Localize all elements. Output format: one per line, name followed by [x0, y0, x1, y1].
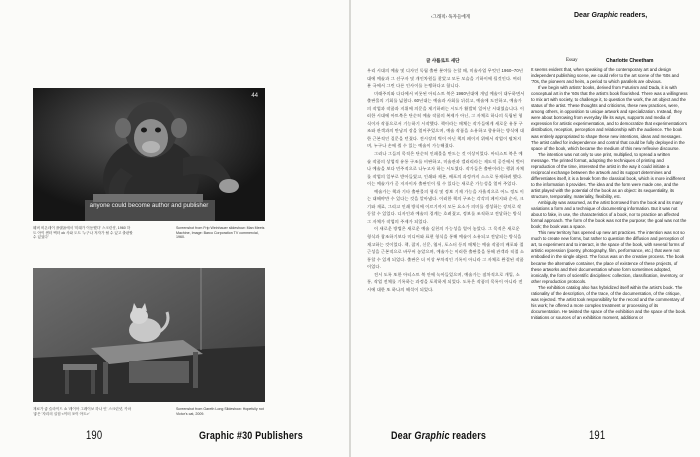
page-number-right: 191	[589, 430, 606, 442]
folio-title-left: Graphic #30 Publishers	[199, 430, 303, 442]
korean-paragraph: 예술가는 책과 기타 출판물의 형식 및 정보 기제 가능을 자율적으로 어느 정도 이는 대해야만 수 있다는 것을 알아냈다. 이러한 책의 구조는 각각의 페이지와 순서, 크기와 재료, 그리고 인쇄 방식에 이르기까지 모든 요소가 의미를 생성하는 장치로 작동할 수 있었다. 디자인과 예술의 경계는 흐려졌고, 정보를 조직하고 전달하는 방식 그 자체가 작업의 주제가 되었다.	[367, 188, 525, 224]
korean-paragraph: 미래주의와 다다에서 비롯된 아티스트 북은 1960년대에 개념 예술이 대두하면서 출판물의 기회를 넓혔다. 60년대는 예술과 사회를 뒤섞고, 예술에 도전하고, 예술가의 작업과 작품과 지위에 의문을 제기하려는 시도가 활발히 일어난 시대였습니다. 이러한 시대에 아트북은 단순히 예술 작품의 복제가 아닌, 그 자체로 하나의 독립된 형식이자 작품으로서 기능하기 시작했다. 책이라는 매체는 작가들에게 새로운 유통 구조와 관객과의 만남의 장을 열어주었으며, 예술 작품을 소유하고 향유하는 방식에 대한 근본적인 질문을 던졌다. 전시장의 벽이 아닌 책의 페이지 위에서 작업이 펼쳐지며, 누구나 손에 쥘 수 있는 예술이 가능해졌다.	[367, 90, 525, 149]
english-paragraph: The intention was not only to use print, multiplied, to spread a written message. The printed format, adopting the techniques of printing and reproduction of the time, interested the artist in the way it could initiate a reciprocal exchange between the artwork and its support determines and differentiates itself, it is a break from the classical book, which is more indifferent to the information it provides. The idea and the form were made one, and the artist played with the potential of the book as an object: its sequentiality, its structure, temporality, materiality, flexibility, etc.	[531, 151, 686, 199]
running-head-korean: ‹그래픽› 독자들에게	[431, 14, 471, 19]
caption-english-1: Screenshot from Frip Weinhauer slideshow: Man Meets Machine, Image: Barco Corporation TV commercial, 1960.	[176, 226, 265, 240]
byline-essay-label: Essay	[566, 58, 578, 63]
korean-paragraph: 이 새로운 방법은 새로운 예술 실천의 가능성을 열어 놓았다. 그 목적은 새로운 형식과 참조하기보다 미디어와 표현 형식을 통해 예술이 소유되고 전달되는 방식을 재고하는 것이었다. 책, 잡지, 신문, 엽서, 포스터 등의 매체는 예술 작품의 배포와 접근성을 근본적으로 바꾸어 놓았으며, 예술가는 이러한 출판물을 통해 관객과 직접 소통할 수 있게 되었다. 출판은 더 이상 부차적인 기록이 아니라 그 자체로 완결된 작품이었다.	[367, 226, 525, 270]
photo-cat-desk	[33, 268, 265, 402]
folio-title-italic: Graphic	[414, 430, 450, 442]
page-number-overlay: 44	[251, 93, 258, 99]
byline-author: Charlotte Cheetham	[606, 58, 654, 64]
english-text-column	[531, 67, 689, 423]
caption-korean-2: 재료가 좋 슬라이드 쇼 '레이아 그레이보 하나 인' 스크린샷, 카마 '좋은 '자리의 실험 <이터 포이 아트>'	[33, 407, 132, 416]
folio-title-suffix: readers	[449, 430, 487, 442]
page-number-left: 190	[86, 430, 103, 442]
english-paragraph: This new territory has opened up new art practices. The intention was not so much to create new forms, but rather to question the diffusion and perception of art, to experiment and to interact, in the space of the book, with several forms of artistic expression (poetry, photography, film, performance, etc.) that were not embodied in the single object. The focus was on the creative process. The book became the alternative container, the place of existence of these projects, of these artworks and their documentation whose form sometimes adopted, ironically, the form of scientific disciplines: collection, classification, inventory, or other reproduction protocols.	[531, 230, 685, 284]
caption-english-2: Screenshot from Gareth Long Slideshow: Hopefully not Victor's cat, 2009.	[176, 407, 264, 416]
running-head-english	[574, 12, 647, 19]
english-paragraph: Ambiguity was assumed, as the artist borrowed from the book and its many variations a form and a technique of documenting information. But it was not about to fake, in use, the characteristics of a book, nor to practice an affected formal approach. The form of the book was not the purpose; the goal was not the book; the book was a space.	[531, 200, 687, 230]
running-head-suffix: readers,	[617, 12, 648, 19]
running-head-prefix: Dear	[574, 12, 592, 19]
korean-paragraph: 그러나 그들의 목적은 단순히 인쇄물을 만드는 것 이상이었다. 아티스트 북은 예술 작품의 상업적 유통 구조를 비판하고, 미술관과 갤러리라는 제도적 공간에서 벗어나 예술을 보다 민주적으로 나누고자 하는 시도였다. 작가들은 출판이라는 행위 자체를 작업의 일부로 받아들였고, 인쇄와 제본, 배포의 과정까지 스스로 통제하려 했다. 이는 예술가가 곧 저자이자 출판인이 될 수 있다는 새로운 가능성을 열어 주었다.	[367, 151, 525, 187]
english-paragraph: It seems evident that, when speaking of the contemporary art and design independent publishing scene, we could refer to the art scene of the '60s and '70s, the pioneers and heirs, a period to which parallels are obvious.	[531, 67, 679, 85]
caption-korean-1: 웨버 비온데이 플랫폼에서 '미래가 이동했다' 스크린샷, 1960 하트 아이 센터 벡터 ok 사와 도트 '누구나 저자가 될 수 있고 출판할 수 있었다'	[33, 226, 133, 240]
korean-text-column	[367, 67, 525, 423]
korean-paragraph: 우리 시대의 예술 및 디자인 독립 출판 분야를 논할 때, 미술사업 무엇인 1960–70년대에 예술과 그 선구자 및 개인차원들 찾았고 모든 모습을 기하이에 될것인다. 여러분 국에서 그린 다른 인사이를 논쟁하다고 합니다.	[367, 68, 524, 89]
folio-right	[589, 430, 605, 442]
cat-desk-illustration	[33, 268, 265, 402]
english-paragraph: The exhibition catalog also has hybridized itself within the artist's book. The rationality of the description, of the trace, of the documentation, of the critique, was rejected. The artist took responsibility for the record and the commentary of his work; he offered a more complex treatment or processing of its documentation. He twisted the space of the exhibition and the space of the book. Initiations or sources of an exhibition moment, additions or	[531, 284, 687, 320]
photo-monkey-typewriter	[33, 88, 265, 221]
folio-left	[86, 430, 102, 442]
video-subtitle: anyone could become author and publisher	[89, 202, 209, 209]
english-paragraph: If we begin with artists' books, derived from Futurism and Dada, it is with conceptual art in the '60s that the artist's book flourished. There was a willingness to mix art with society, to challenge it, to question the work, the art object and the status of the artist. These thoughts and criticisms, these new practices, were, among others, in opposition to unique artwork and specialization. Instead, they were about borrowing from everyday life its ways, supports and media of expression for artistic experimentation, and to democratize that experimentation's distribution, reception, perception and relationship with the audience. The book was entirely appropriated to shape these new intentions, ideas and messages. The artist called for independence and control that could be fully deployed in the space of the book, which became the medium of this new reflexive discourse.	[531, 85, 688, 151]
byline-korean: 글 샤를로트 새단	[426, 58, 460, 63]
right-page	[351, 0, 700, 457]
running-head-italic: Graphic	[591, 12, 618, 19]
korean-paragraph: 전시 도록 또한 아티스트 북 안에 녹아들었으며, 예술가는 점차적으로 개입, 소통, 작업 전체를 기록하는 과정을 포착하게 되었다. 도록은 작품의 목록이 아니라 전시에 대한 또 하나의 해석이 되었다.	[367, 271, 523, 292]
folio-title-right	[391, 430, 486, 442]
left-page	[0, 0, 349, 457]
folio-title-prefix: Dear	[391, 430, 415, 442]
